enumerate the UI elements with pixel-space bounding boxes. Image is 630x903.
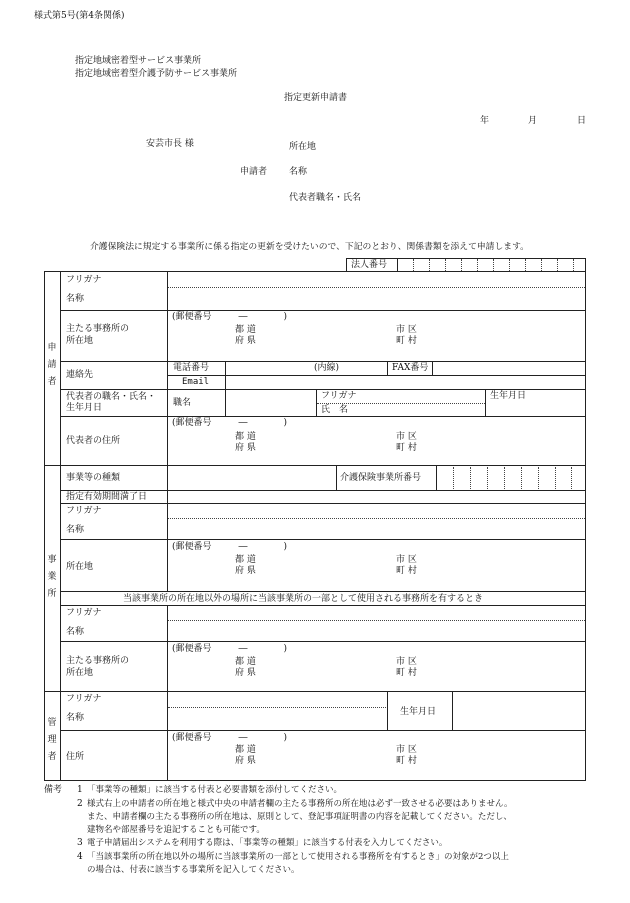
office-name-field[interactable] bbox=[170, 520, 583, 538]
todo-label: 都 道 bbox=[235, 555, 256, 565]
note-text: また、申請者欄の主たる事務所の所在地は、原則として、登記事項証明書の内容を記載してください。ただし、 bbox=[87, 812, 512, 822]
tel-label: 電話番号 bbox=[173, 363, 210, 373]
note-number: 2 bbox=[77, 799, 83, 809]
fax-field[interactable] bbox=[435, 362, 583, 374]
email-field[interactable] bbox=[228, 376, 583, 388]
other-name-label: 名称 bbox=[66, 627, 85, 637]
form-number: 様式第5号(第4条関係) bbox=[34, 11, 125, 21]
fax-label: FAX番号 bbox=[392, 363, 429, 373]
side-label-office: 事業所 bbox=[47, 555, 57, 599]
rep-title-label-1: 代表者の職名・氏名・ bbox=[66, 392, 157, 402]
applicant-furigana-label: フリガナ bbox=[66, 275, 102, 285]
shiku-label: 市 区 bbox=[396, 432, 417, 442]
main-office-label-1: 主たる事務所の bbox=[66, 324, 130, 334]
note-text: 「当該事業所の所在地以外の場所に当該事業所の一部として使用される事務所を有するとき」の対象が2つ以上 bbox=[87, 852, 509, 862]
header-name-label: 名称 bbox=[289, 167, 308, 177]
rep-address-label: 代表者の住所 bbox=[66, 436, 121, 446]
note-text: の場合は、付表に該当する事業所を記入してください。 bbox=[87, 865, 300, 875]
header-applicant-label: 申請者 bbox=[240, 167, 268, 177]
office-type-1: 指定地域密着型サービス事業所 bbox=[75, 56, 202, 66]
business-type-label: 事業等の種類 bbox=[66, 473, 121, 483]
office-furigana-label: フリガナ bbox=[66, 506, 102, 516]
header-rep-label: 代表者職名・氏名 bbox=[289, 193, 362, 203]
office-name-label: 名称 bbox=[66, 525, 85, 535]
statement: 介護保険法に規定する事業所に係る指定の更新を受けたいので、下記のとおり、関係書類を添えて申請します。 bbox=[90, 242, 529, 252]
manager-name-field[interactable] bbox=[170, 709, 384, 728]
fuken-label: 府 県 bbox=[235, 756, 256, 766]
office-address-label: 所在地 bbox=[66, 562, 94, 572]
email-label: Email bbox=[182, 377, 210, 387]
shokumei-label: 職名 bbox=[173, 398, 192, 408]
business-type-field[interactable] bbox=[170, 468, 334, 488]
addressee: 安芸市長 様 bbox=[146, 139, 194, 149]
note-text: 建物名や部屋番号を追記することも可能です。 bbox=[87, 825, 265, 835]
rep-title-label-2: 生年月日 bbox=[66, 403, 103, 413]
fuken-label: 府 県 bbox=[235, 566, 256, 576]
expiry-field[interactable] bbox=[170, 491, 583, 502]
care-office-number-label: 介護保険事業所番号 bbox=[340, 473, 422, 483]
header-address-label: 所在地 bbox=[289, 142, 317, 152]
chouson-label: 町 村 bbox=[396, 756, 417, 766]
fuken-label: 府 県 bbox=[235, 668, 256, 678]
todo-label: 都 道 bbox=[235, 745, 256, 755]
shimei-label: 氏 名 bbox=[321, 405, 349, 415]
corp-number-box[interactable] bbox=[346, 258, 586, 272]
note-text: 「事業等の種類」に該当する付表と必要書類を添付してください。 bbox=[87, 785, 343, 795]
postal-label: (郵便番号 ― ) bbox=[172, 542, 288, 552]
note-text: 様式右上の申請者の所在地と様式中央の申請者欄の主たる事務所の所在地は必ず一致させる必要はありません。 bbox=[87, 799, 513, 809]
postal-label: (郵便番号 ― ) bbox=[172, 418, 288, 428]
document-title: 指定更新申請書 bbox=[284, 93, 348, 103]
shiku-label: 市 区 bbox=[396, 745, 417, 755]
note-text: 電子申請届出システムを利用する際は、「事業等の種類」に該当する付表を入力してください。 bbox=[87, 838, 448, 848]
manager-birthdate-label: 生年月日 bbox=[400, 707, 437, 717]
applicant-name-field[interactable] bbox=[170, 290, 580, 308]
contact-label: 連絡先 bbox=[66, 370, 94, 380]
other-name-field[interactable] bbox=[170, 622, 583, 640]
postal-label: (郵便番号 ― ) bbox=[172, 312, 288, 322]
other-office-label-1: 主たる事務所の bbox=[66, 656, 130, 666]
corp-number-label: 法人番号 bbox=[351, 260, 388, 270]
shiku-label: 市 区 bbox=[396, 325, 417, 335]
todo-label: 都 道 bbox=[235, 657, 256, 667]
tel-field[interactable] bbox=[228, 362, 384, 374]
applicant-furigana-field[interactable] bbox=[170, 274, 580, 286]
naisen-label: (内線) bbox=[314, 363, 340, 373]
chouson-label: 町 村 bbox=[396, 443, 417, 453]
side-label-manager: 管理者 bbox=[47, 718, 57, 762]
main-office-label-2: 所在地 bbox=[66, 336, 94, 346]
note-number: 3 bbox=[77, 838, 83, 848]
manager-name-label: 名称 bbox=[66, 713, 85, 723]
postal-label: (郵便番号 ― ) bbox=[172, 733, 288, 743]
shiku-label: 市 区 bbox=[396, 555, 417, 565]
shiku-label: 市 区 bbox=[396, 657, 417, 667]
note-number: 4 bbox=[77, 852, 83, 862]
date-day: 日 bbox=[577, 116, 587, 126]
office-type-2: 指定地域密着型介護予防サービス事業所 bbox=[75, 69, 238, 79]
manager-furigana-label: フリガナ bbox=[66, 694, 102, 704]
note-number: 1 bbox=[77, 785, 83, 795]
chouson-label: 町 村 bbox=[396, 336, 417, 346]
notes-label: 備考 bbox=[44, 785, 63, 795]
chouson-label: 町 村 bbox=[396, 668, 417, 678]
fuken-label: 府 県 bbox=[235, 336, 256, 346]
rep-birthdate-label: 生年月日 bbox=[490, 391, 527, 401]
manager-birthdate-field[interactable] bbox=[455, 693, 583, 729]
side-label-applicant: 申請者 bbox=[47, 343, 57, 387]
other-office-heading: 当該事業所の所在地以外の場所に当該事業所の一部として使用される事務所を有するとき bbox=[123, 594, 484, 604]
date-month: 月 bbox=[528, 116, 538, 126]
manager-residence-label: 住所 bbox=[66, 752, 85, 762]
chouson-label: 町 村 bbox=[396, 566, 417, 576]
postal-label: (郵便番号 ― ) bbox=[172, 644, 288, 654]
other-office-label-2: 所在地 bbox=[66, 668, 94, 678]
fuken-label: 府 県 bbox=[235, 443, 256, 453]
expiry-label: 指定有効期間満了日 bbox=[66, 492, 148, 502]
applicant-name-label: 名称 bbox=[66, 294, 85, 304]
rep-furigana-label: フリガナ bbox=[321, 391, 357, 401]
todo-label: 都 道 bbox=[235, 325, 256, 335]
date-year: 年 bbox=[480, 116, 490, 126]
other-furigana-label: フリガナ bbox=[66, 608, 102, 618]
todo-label: 都 道 bbox=[235, 432, 256, 442]
